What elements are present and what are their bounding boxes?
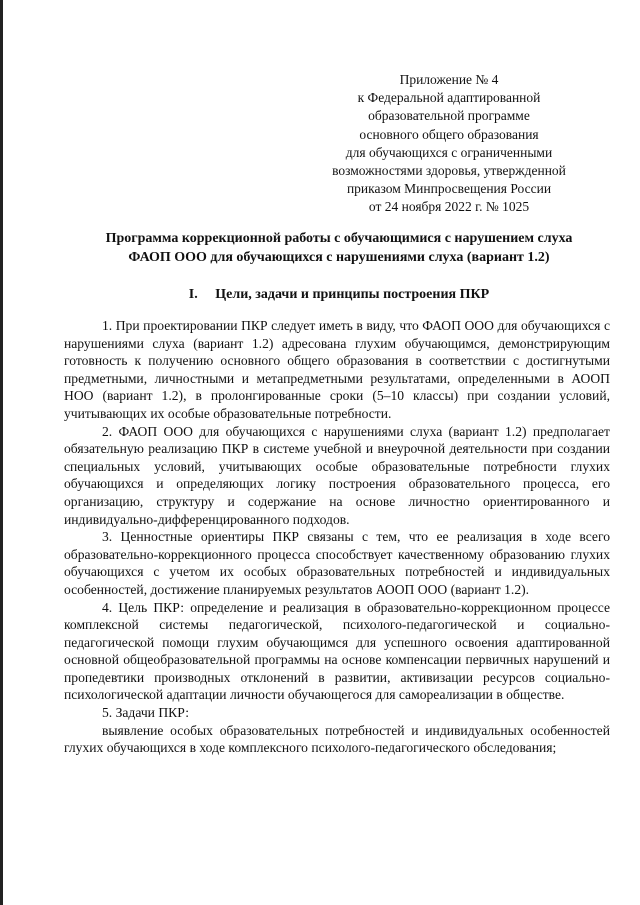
section-number: I.: [188, 287, 198, 302]
section-heading: [64, 286, 614, 304]
paragraph: 4. Цель ПКР: определение и реализация в образовательно-коррекционном процессе комплексной системы педагогической, психолого-педагогической и социально-педагогической помощи глухим обучающимся для успешного освоения адаптированной основной общеобразовательной программы на основе компенсации первичных нарушений и пропедевтики производных отклонений в развитии, активизации ресурсов социально-психологической адаптации личности обучающегося для самореализации в обществе.: [64, 599, 610, 703]
paragraph: 3. Ценностные ориентиры ПКР связаны с тем, что ее реализация в ходе всего образовательно-коррекционного процесса способствует качественному образованию глухих обучающихся с учетом их особых образовательных потребностей и индивидуальных особенностей, достижение планируемых результатов АООП ООО (вариант 1.2).: [64, 529, 610, 597]
paragraph: выявление особых образовательных потребностей и индивидуальных особенностей глухих обучающихся в ходе комплексного психолого-педагогического обследования;: [64, 722, 610, 756]
appendix-line: от 24 ноября 2022 г. № 1025: [368, 199, 530, 215]
appendix-block: [300, 71, 598, 217]
appendix-line: Приложение № 4: [399, 72, 499, 87]
appendix-line: образовательной программе: [368, 108, 530, 124]
paragraph: 2. ФАОП ООО для обучающихся с нарушениями слуха (вариант 1.2) предполагает обязательную реализацию ПКР в системе учебной и внеурочной деятельности при создании специальных условий, учитывающих особые образовательные потребности глухих обучающихся и определяющих логику построения образовательного процесса, его организацию, структуру и содержание на основе личностно ориентированного и индивидуально-дифференцированного подходов.: [64, 423, 610, 527]
paragraph: 5. Задачи ПКР:: [102, 705, 190, 721]
appendix-line: приказом Минпросвещения России: [346, 181, 552, 197]
document-title: [64, 230, 614, 267]
appendix-line: основного общего образования: [359, 126, 539, 142]
appendix-line: к Федеральной адаптированной: [357, 90, 541, 106]
title-line-1: Программа коррекционной работы с обучающимися с нарушением слуха: [105, 231, 573, 246]
appendix-line: для обучающихся с ограниченными: [345, 144, 553, 160]
paragraph: 1. При проектировании ПКР следует иметь в виду, что ФАОП ООО для обучающихся с нарушениями слуха (вариант 1.2) адресована глухим обучающимся, демонстрирующим готовность к получению основного общего образования в соответствии с достигнутыми предметными, личностными и метапредметными результатами, определенными в АООП НОО (вариант 1.2), в пролонгированные сроки (5–10 классы) при создании условий, учитывающих их особые образовательные потребности.: [64, 318, 610, 421]
document-body: [64, 317, 610, 757]
section-heading-text: Цели, задачи и принципы построения ПКР: [215, 287, 490, 302]
scan-edge: [0, 0, 3, 905]
appendix-line: возможностями здоровья, утвержденной: [332, 163, 566, 179]
title-line-2: ФАОП ООО для обучающихся с нарушениями слуха (вариант 1.2): [128, 249, 550, 265]
